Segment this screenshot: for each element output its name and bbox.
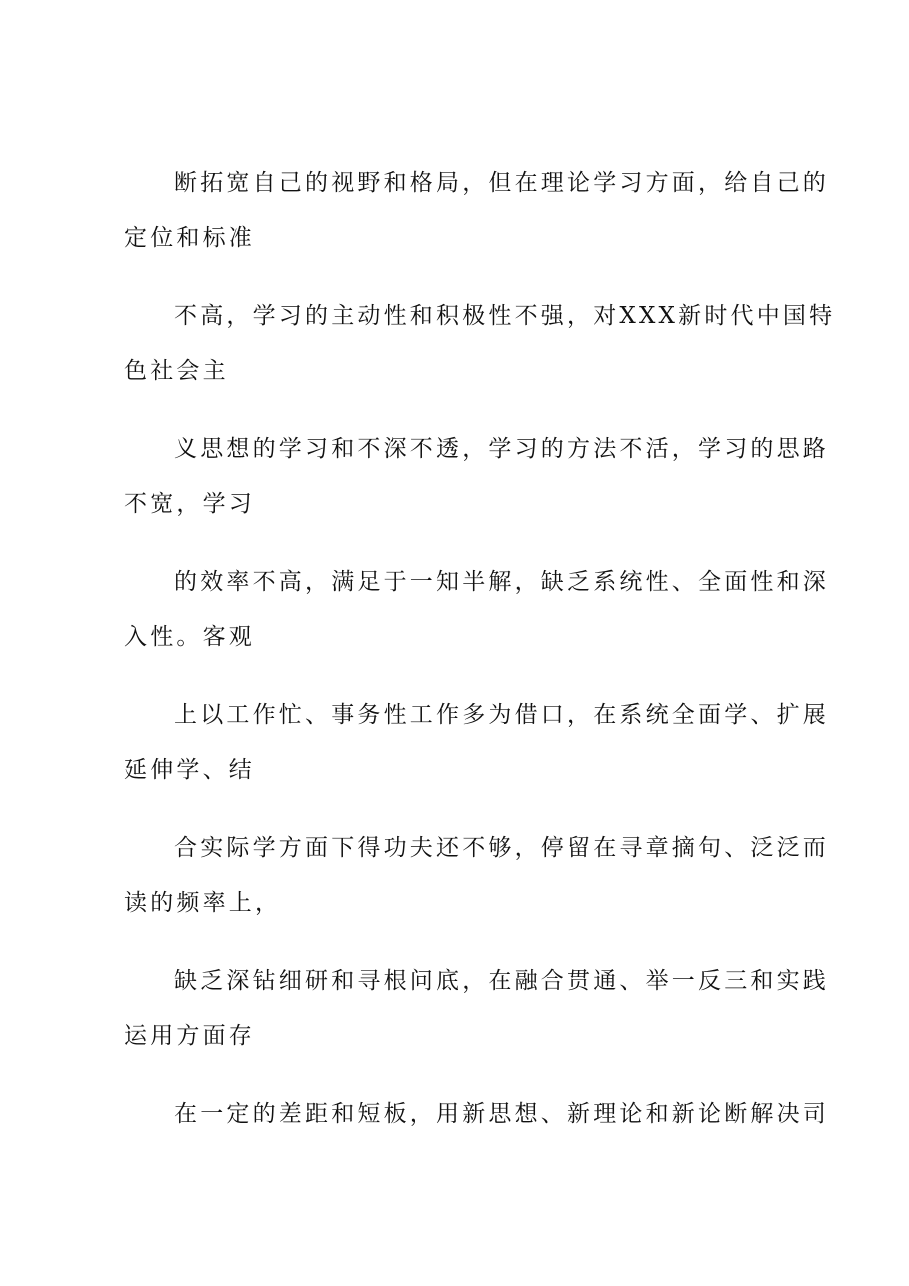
paragraph-first-line: 义思想的学习和不深不透，学习的方法不活，学习的思路 [174,436,829,462]
paragraph [124,1097,829,1131]
paragraph-first-line: 断拓宽自己的视野和格局，但在理论学习方面，给自己的 [174,170,829,196]
paragraph [124,432,829,521]
paragraph-continuation-line: 延伸学、结 [124,757,255,783]
paragraph-continuation-line: 入性。客观 [124,624,255,650]
paragraph [124,565,829,654]
paragraph-continuation-line: 运用方面存 [124,1023,255,1049]
paragraph-continuation-line: 定位和标准 [124,225,255,251]
paragraph [124,831,829,920]
paragraph-first-line: 上以工作忙、事务性工作多为借口，在系统全面学、扩展 [174,702,829,728]
paragraph [124,299,836,388]
paragraph-continuation-line: 读的频率上， [124,890,282,916]
paragraph-first-line: 缺乏深钻细研和寻根问底，在融合贯通、举一反三和实践 [174,968,829,994]
paragraph-continuation-line: 色社会主 [124,358,229,384]
paragraph-continuation-line: 不宽，学习 [124,491,255,517]
paragraph [124,698,829,787]
paragraph-first-line: 不高，学习的主动性和积极性不强，对XXX新时代中国特 [174,303,836,329]
paragraph-first-line: 的效率不高，满足于一知半解，缺乏系统性、全面性和深 [174,569,829,595]
paragraph-first-line: 在一定的差距和短板，用新思想、新理论和新论断解决司 [174,1101,829,1127]
paragraph-first-line: 合实际学方面下得功夫还不够，停留在寻章摘句、泛泛而 [174,835,829,861]
paragraph [124,166,829,255]
paragraph [124,964,829,1053]
